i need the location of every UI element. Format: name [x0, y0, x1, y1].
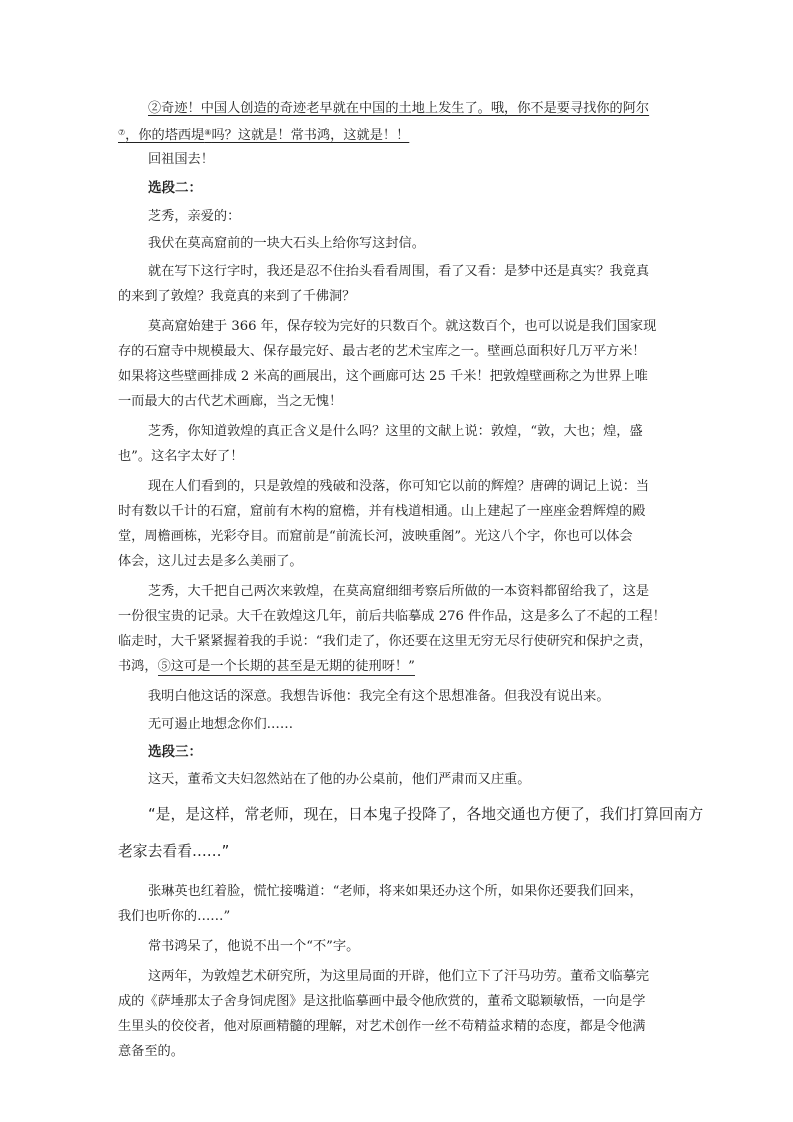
quote-line: 老家去看看……”: [118, 843, 230, 860]
section2-paragraph-1: 我伏在莫高窟前的一块大石头上给你写这封信。: [148, 236, 425, 251]
paragraph-line: 常书鸿呆了，他说不出一个“不”字。: [148, 939, 360, 954]
paragraph-line: 我们也听你的……”: [118, 909, 231, 924]
paragraph-line: 一份很宝贵的记录。大千在敦煌这几年，前后共临摹成 276 件作品，这是多么了不起的工程！: [118, 609, 666, 624]
paragraph-line: 一而最大的古代艺术画廊，当之无愧！: [118, 394, 343, 409]
excerpt1-line2-a: ，你的塔西堤: [125, 128, 205, 143]
paragraph-line: 体会，这儿过去是多么美丽了。: [118, 554, 303, 569]
paragraph-line: 存的石窟寺中规模最大、保存最完好、最古老的艺术宝库之一。壁画总面积好几万平方米！: [118, 344, 646, 359]
footnote-mark-7: ⑦: [118, 128, 126, 137]
paragraph-line: 意备至的。: [118, 1044, 184, 1059]
paragraph-line: 如果将这些壁画排成 2 米高的画展出，这个画廊可达 25 千米！把敦煌壁画称之为世界上唯: [118, 369, 648, 384]
paragraph-line: 这天，董希文夫妇忽然站在了他的办公桌前，他们严肃而又庄重。: [148, 772, 531, 787]
section3-heading: 选段三：: [148, 744, 202, 760]
section2-salutation: 芝秀，亲爱的：: [148, 209, 241, 224]
paragraph-line: 无可遏止地想念你们……: [148, 717, 294, 732]
footnote-mark-8: ⑧: [204, 128, 212, 137]
paragraph-line: 现在人们看到的，只是敦煌的残破和没落，你可知它以前的辉煌？唐碑的调记上说：当: [148, 479, 650, 494]
paragraph-line: 张琳英也红着脸，慌忙接嘴道：“老师，将来如果还办这个所，如果你还要我们回来，: [148, 884, 643, 899]
p7-last-a: 书鸿，: [118, 659, 158, 674]
excerpt1-line3: 回祖国去！: [148, 152, 214, 167]
paragraph-line: 时有数以千计的石窟，窟前有木构的窟檐，并有栈道相通。山上建起了一座座金碧辉煌的殿: [118, 504, 646, 519]
paragraph-line: 的来到了敦煌？我竟真的来到了千佛洞？: [118, 289, 356, 304]
paragraph-line: 芝秀，大千把自己两次来敦煌，在莫高窟细细考察后所做的一本资料都留给我了，这是: [148, 584, 650, 599]
paragraph-line: 莫高窟始建于 366 年，保存较为完好的只数百个。就这数百个，也可以说是我们国家现: [148, 319, 657, 334]
paragraph-line: 成的《萨埵那太子舍身饲虎图》是这批临摹画中最令他欣赏的，董希文聪颖敏悟，一向是学: [118, 994, 646, 1009]
section2-heading: 选段二：: [148, 180, 202, 196]
quote-line: “是，是这样，常老师，现在，日本鬼子投降了，各地交通也方便了，我们打算回南方: [148, 806, 704, 823]
paragraph-line: 芝秀，你知道敦煌的真正含义是什么吗？这里的文献上说：敦煌，“敦，大也；煌，盛: [148, 424, 643, 439]
excerpt1-line1: ②奇迹！中国人创造的奇迹老早就在中国的土地上发生了。哦，你不是要寻找你的阿尔: [148, 101, 650, 116]
paragraph-line: 也”。这名字太好了！: [118, 449, 244, 464]
paragraph-line: 这两年，为敦煌艺术研究所，为这里局面的开辟，他们立下了汗马功劳。董希文临摹完: [148, 969, 650, 984]
paragraph-line: 堂，周檐画栋，光彩夺目。而窟前是“前流长河，波映重阁”。光这八个字，你也可以体会: [118, 529, 633, 544]
paragraph-line: 临走时，大千紧紧握着我的手说：“我们走了，你还要在这里无穷无尽行使研究和保护之责，: [118, 634, 653, 649]
excerpt1-line2: [118, 124, 409, 145]
paragraph-line: 生里头的佼佼者，他对原画精髓的理解，对艺术创作一丝不苟精益求精的态度，都是令他满: [118, 1019, 646, 1034]
underlined-sentence-5: ⑤这可是一个长期的甚至是无期的徒刑呀！”: [157, 659, 415, 674]
paragraph-line: [118, 658, 415, 676]
paragraph-line: 就在写下这行字时，我还是忍不住抬头看看周围，看了又看：是梦中还是真实？我竟真: [148, 264, 650, 279]
excerpt1-line2-b: 吗？这就是！常书鸿，这就是！！: [211, 128, 410, 143]
paragraph-line: 我明白他这话的深意。我想告诉他：我完全有这个思想准备。但我没有说出来。: [148, 689, 610, 704]
